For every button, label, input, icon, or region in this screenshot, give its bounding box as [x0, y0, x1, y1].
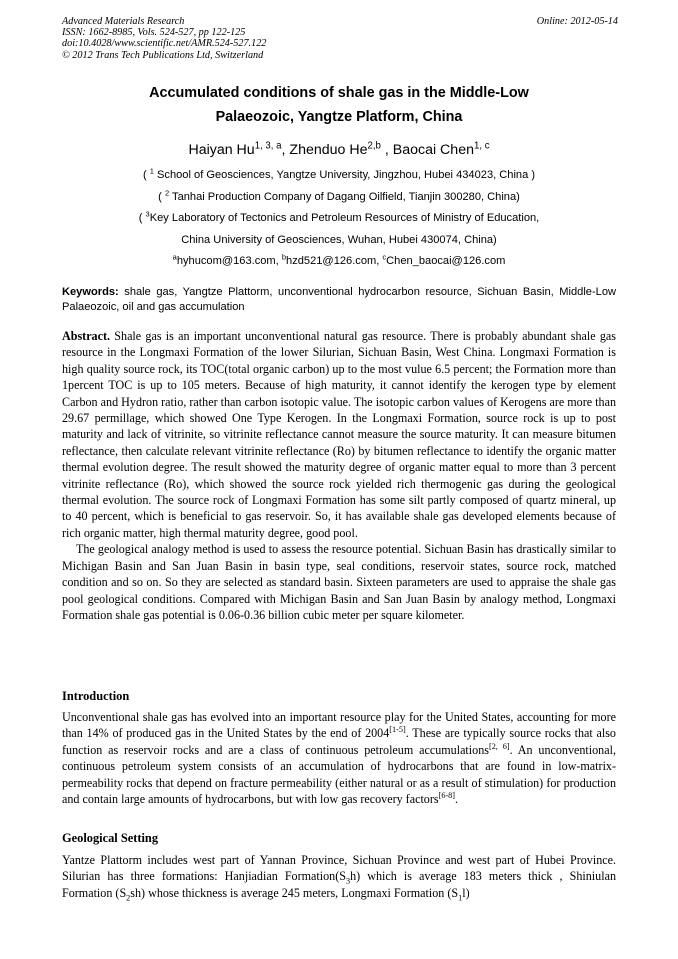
citation-ref[interactable]: [1-5] — [389, 725, 406, 735]
affiliations — [62, 165, 616, 273]
keywords-label: Keywords: — [62, 286, 119, 298]
citation-block — [62, 16, 618, 61]
affiliation-number: 1 — [149, 166, 154, 176]
keywords-text: shale gas, Yangtze Plattorm, unconventional hydrocarbon resource, Sichuan Basin, Middle-Low Palaeozoic, oil and gas accumulation — [62, 286, 616, 313]
author-name: Zhenduo He — [289, 142, 368, 158]
introduction-heading: Introduction — [62, 689, 130, 703]
email-mark: a — [172, 252, 177, 262]
intro-text: Unconventional shale gas has evolved into an important resource play for the United States, accounting for more than 14% of produced gas in the United States by the end of 2004 — [62, 710, 616, 741]
author-name: Baocai Chen — [392, 142, 474, 158]
intro-text: . An unconventional, continuous petroleum system consists of an accumulation of hydrocarbons that are found in low-matrix-permeability rocks that depend on fracture permeability (either natural or as a result of stimulation) for production and contain large amounts of hydrocarbons, but with low gas recovery factors — [62, 742, 616, 807]
author-affiliation-mark: 1, 3, a — [254, 140, 282, 152]
email-link[interactable]: hyhucom@163.com, — [176, 255, 282, 268]
geology-text: Yantze Plattorm includes west part of Yannan Province, Sichuan Province and west part of Hubei Province. Silurian has three formations: Hanjiadian Formation(S — [62, 853, 616, 884]
paren: ( — [142, 169, 150, 181]
geological-setting-paragraph — [62, 852, 616, 901]
geological-setting-heading: Geological Setting — [62, 831, 159, 845]
affiliation-2 — [62, 187, 616, 209]
title-line-1: Accumulated conditions of shale gas in the Middle-Low — [149, 85, 529, 101]
affiliation-text: School of Geosciences, Yangtze University, Jingzhou, Hubei 434023, China ) — [153, 169, 536, 181]
doi-line[interactable]: doi:10.4028/www.scientific.net/AMR.524-527.122 — [62, 38, 267, 50]
abstract-paragraph-2: The geological analogy method is used to assess the resource potential. Sichuan Basin has drastically similar to Michigan Basin and San Juan Basin in basin type, seal conditions, reservoir states, source rock, matched condition and so on. So they are selected as standard basin. Sixteen parameters are used to appraise the shale gas pool geological conditions. Compared with Michigan Basin and San Juan Basin by analogy method, Longmaxi Formation shale gas potential is 0.06-0.36 billion cubic meter per square kilometer. — [62, 542, 616, 622]
author-emails — [62, 251, 616, 273]
author-affiliation-mark: 1, c — [473, 140, 490, 152]
citation-ref[interactable]: [2, 6] — [488, 741, 510, 751]
keywords-block — [62, 285, 616, 315]
affiliation-3 — [62, 208, 616, 230]
intro-text: . — [455, 792, 459, 807]
author-affiliation-mark: 2,b — [367, 140, 381, 152]
author-name: Haiyan Hu — [188, 142, 255, 158]
author-separator: , — [281, 142, 290, 158]
online-date: Online: 2012-05-14 — [536, 16, 618, 27]
paper-title — [62, 81, 616, 129]
email-mark: c — [382, 252, 387, 262]
geology-text: h) which is average 183 meters thick , Shiniulan Formation (S — [62, 869, 616, 900]
affiliation-number: 3 — [145, 209, 150, 219]
author-list — [62, 140, 616, 160]
abstract-label: Abstract. — [62, 329, 111, 343]
abstract-text: Shale gas is an important unconventional natural gas resource. There is probably abundant shale gas resource in the Longmaxi Formation of the lower Silurian, Sichuan Basin, West China. Longmaxi Formation is high quality source rock, its TOC(total organic carbon) up to the most vulue 6.5 percent; the Formation more than 1percent TOC is up to 105 meters. Because of high maturity, it cannot identify the kerogen type by element Carbon and Hydron ratio, rather than carbon isotopic value. The isotopic carbon values of Kerogens are more than 29.67 permillage, which showed One Type Kerogen. In the Longmaxi Formation, source rock is up to post maturity and lack of vitrinite, so vitrinite reflectance cannot measure the source maturity. It can measure bitumen reflectance, then calculate relevant vitrinite reflectance (Ro) by bitumen reflectance to identify the organic matter thermal evolution degree. The result showed the maturity degree of organic matter equal to more than 3 percent vitrinite reflectance (Ro), which showed the source rock yielded rich thermogenic gas during the geological thermal evolution. The source rock of Longmaxi Formation has some silt partly composed of quartz mineral, up to 40 percent, which is beneficial to gas reservoir. So, it has available shale gas developed elements because of rich organic matter, high thermal maturity degree, good pool. — [62, 329, 616, 540]
formation-subscript: 1 — [458, 893, 463, 903]
abstract-paragraph-1 — [62, 328, 616, 541]
journal-header — [62, 16, 618, 61]
abstract-section — [62, 328, 616, 623]
paren: ( — [158, 190, 165, 203]
citation-ref[interactable]: [6-8] — [438, 791, 456, 800]
email-link[interactable]: Chen_baocai@126.com — [386, 255, 506, 268]
issn-line: ISSN: 1662-8985, Vols. 524-527, pp 122-125 — [62, 27, 246, 39]
geology-text: sh) whose thickness is average 245 meters, Longmaxi Formation (S — [130, 885, 459, 900]
affiliation-3-continued: China University of Geosciences, Wuhan, Hubei 430074, China) — [181, 233, 497, 246]
email-link[interactable]: hzd521@126.com, — [286, 255, 383, 268]
journal-name: Advanced Materials Research — [62, 16, 185, 27]
author-separator: , — [380, 142, 393, 158]
intro-text: . These are typically source rocks that also function as reservoir rocks and are a class of continuous petroleum accumulations — [62, 726, 616, 757]
affiliation-number: 2 — [164, 187, 170, 197]
affiliation-text: Tanhai Production Company of Dagang Oilfield, Tianjin 300280, China) — [169, 190, 520, 203]
affiliation-text: Key Laboratory of Tectonics and Petroleum Resources of Ministry of Education, — [149, 212, 540, 225]
email-mark: b — [281, 252, 287, 262]
formation-subscript: 2 — [126, 893, 131, 903]
paren: ( — [138, 212, 146, 225]
copyright-line: © 2012 Trans Tech Publications Ltd, Switzerland — [62, 49, 264, 61]
geology-text: l) — [462, 885, 470, 900]
formation-subscript: 3 — [345, 876, 351, 886]
affiliation-1 — [62, 165, 616, 187]
introduction-paragraph — [62, 709, 616, 807]
title-line-2: Palaeozoic, Yangtze Platform, China — [215, 109, 463, 125]
